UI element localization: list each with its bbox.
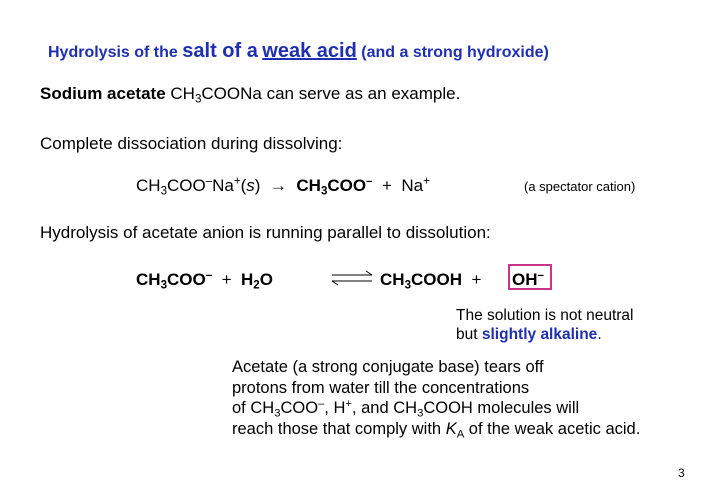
- eq-r-open: (: [240, 176, 247, 195]
- hl-coo: COO: [166, 270, 206, 289]
- eq-r-state: s: [246, 176, 255, 195]
- example-bold: Sodium acetate: [40, 84, 166, 103]
- l4-ksub: A: [456, 427, 465, 440]
- eq-p2-sup: +: [423, 175, 430, 188]
- spectator-note: (a spectator cation): [524, 179, 636, 194]
- dissociation-heading: Complete dissociation during dissolving:: [40, 134, 343, 153]
- eq-p2-na: Na: [401, 176, 424, 195]
- title-suffix: (and a strong hydroxide): [361, 44, 549, 61]
- hydroxide-ion: [512, 270, 544, 290]
- reaction-arrow-icon: →: [269, 176, 287, 195]
- explain-line4: [232, 419, 640, 440]
- title-weak-acid: weak acid: [262, 40, 357, 62]
- eq-plus: +: [381, 176, 392, 195]
- eq-p1-ch: CH: [296, 176, 321, 195]
- hydrolysis-products: [380, 270, 481, 290]
- formula-sub: 3: [194, 93, 202, 106]
- alkaline-pre: but: [456, 326, 478, 343]
- eq-r-sup1: –: [205, 175, 213, 188]
- hydrolysis-heading: Hydrolysis of acetate anion is running parallel to dissolution:: [40, 223, 491, 242]
- eq-r-sub: 3: [160, 185, 167, 198]
- hl-water-h: H: [240, 270, 254, 289]
- hr-plus: +: [471, 270, 482, 289]
- example-formula: [170, 84, 262, 106]
- l3-d: , and CH: [351, 399, 418, 417]
- l3-sub: 3: [274, 407, 281, 420]
- l3-e: COOH molecules will: [423, 399, 580, 417]
- alkaline-post: .: [597, 326, 602, 343]
- hl-water-sub: 2: [253, 279, 260, 292]
- l3-sub2: 3: [417, 407, 424, 420]
- hl-water-o: O: [259, 270, 273, 289]
- explain-line2: protons from water till the concentrations: [232, 378, 530, 397]
- eq-r-na: Na: [212, 176, 234, 195]
- l4-a: reach those that comply with: [232, 419, 442, 438]
- oh-text: OH: [512, 270, 538, 289]
- formula-ch: CH: [170, 84, 195, 103]
- alkaline-note: [456, 306, 634, 344]
- l4-b: of the weak acetic acid.: [468, 419, 641, 438]
- example-rest: can serve as an example.: [266, 84, 461, 103]
- eq-r-ch: CH: [136, 176, 161, 195]
- oh-sup: –: [537, 269, 544, 282]
- alkaline-line2: [456, 325, 634, 344]
- alkaline-bold: slightly alkaline: [481, 326, 598, 343]
- example-line: [40, 84, 460, 104]
- hr-cooh: COOH: [410, 270, 462, 289]
- eq-r-coo: COO: [166, 176, 206, 195]
- l3-sup2: +: [345, 397, 352, 410]
- slide-title: [48, 40, 549, 63]
- title-prefix: Hydrolysis of the: [48, 44, 178, 61]
- alkaline-line1: The solution is not neutral: [456, 307, 634, 324]
- l3-sup1: –: [318, 397, 325, 410]
- eq-r-sup2: +: [233, 175, 241, 188]
- formula-rest: COONa: [201, 84, 262, 103]
- hl-sub: 3: [160, 279, 167, 292]
- l3-a: of CH: [232, 399, 275, 417]
- eq-p1-sub: 3: [320, 185, 328, 198]
- eq-p1-sup: –: [366, 175, 373, 188]
- explain-line3: [232, 398, 640, 419]
- eq-product-acetate: [296, 175, 373, 198]
- eq-p1-coo: COO: [327, 176, 367, 195]
- explanation-paragraph: [232, 357, 640, 439]
- dissociation-equation: [136, 176, 430, 196]
- eq-r-close: ): [254, 176, 261, 195]
- page-number: 3: [678, 466, 685, 480]
- hr-sub: 3: [404, 279, 411, 292]
- explain-line1: Acetate (a strong conjugate base) tears off: [232, 358, 544, 376]
- l3-c: , H: [324, 399, 346, 417]
- hr-ch: CH: [380, 270, 405, 289]
- hl-ch: CH: [136, 270, 161, 289]
- l3-b: COO: [280, 399, 319, 417]
- hydrolysis-reactants: [136, 270, 273, 290]
- title-salt-of-a: salt of a: [182, 40, 258, 62]
- l4-k: K: [445, 419, 457, 438]
- hl-sup: –: [205, 269, 213, 282]
- equilibrium-arrow-icon: [330, 269, 374, 287]
- hl-plus: +: [221, 270, 232, 289]
